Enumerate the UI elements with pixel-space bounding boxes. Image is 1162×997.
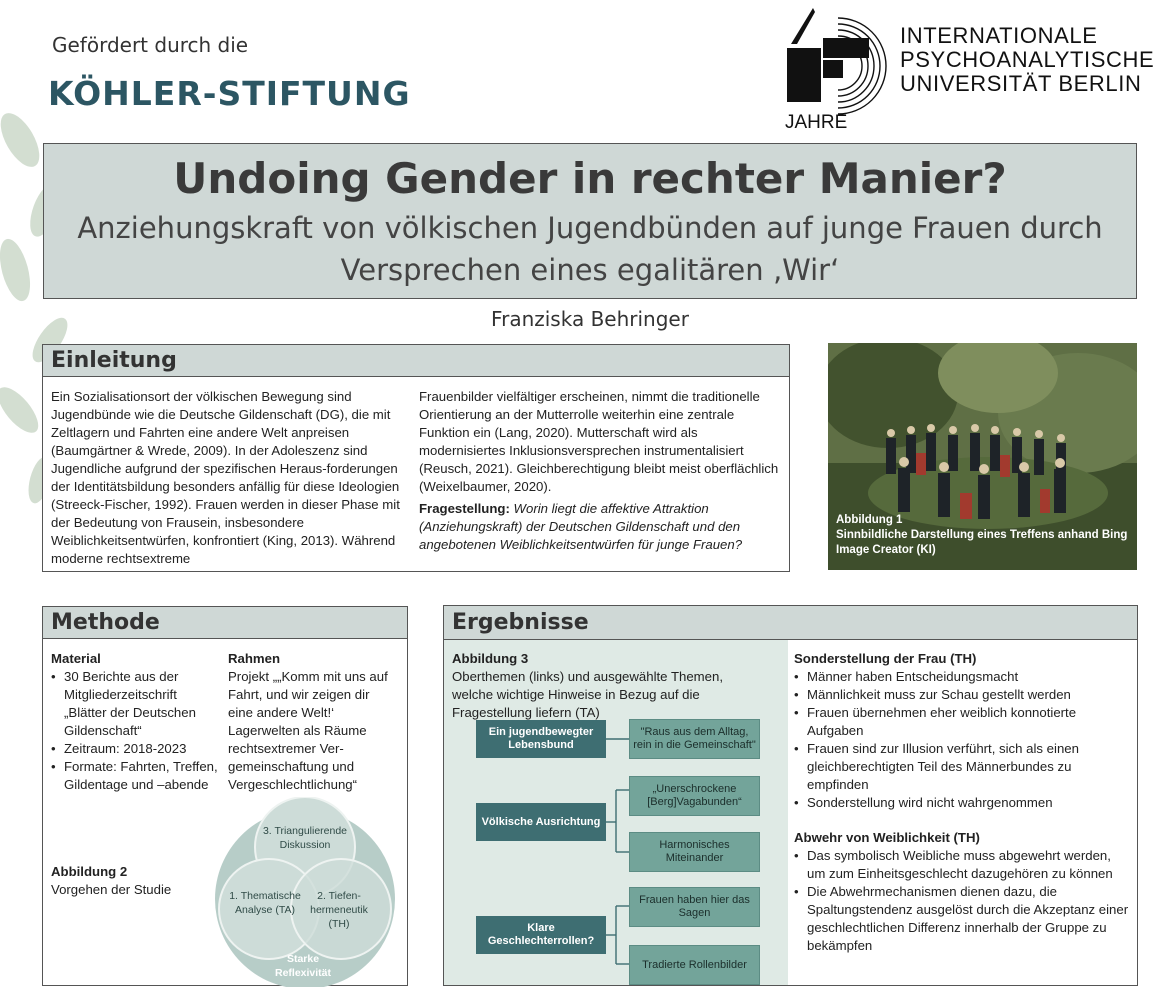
frame-text: Projekt „„Komm mit uns auf Fahrt, und wir zeigen dir eine andere Welt!‘ Lagerwelten als Räume rechtsextremer Ver-gemeinschaftung und Vergeschlechtlichung“ [228,669,388,792]
finding-1-item: • Männer haben Entscheidungsmacht [807,668,1129,686]
university-line-2: PSYCHOANALYTISCHE [900,47,1155,72]
findings-text [794,650,1129,955]
material-item: • Zeitraum: 2018-2023 [64,740,221,758]
intro-heading: Einleitung [43,345,789,377]
theme-main-3: Klare Geschlechterrollen? [476,916,606,954]
frame-label: Rahmen [228,651,281,666]
author-name: Franziska Behringer [491,307,689,331]
finding-2-title: Abwehr von Weiblichkeit (TH) [794,830,980,845]
figure1-photo [828,343,1137,570]
sponsor-logo: KÖHLER-STIFTUNG [48,74,411,113]
venn-label-bottom: Starke Reflexivität [274,953,332,979]
finding-1-item: • Sonderstellung wird nicht wahrgenommen [807,794,1129,812]
material-block [51,650,221,794]
results-figure-panel [444,640,788,985]
material-label: Material [51,651,101,666]
finding-1-item: • Frauen sind zur Illusion verführt, sich als einen gleichberechtigten Teil des Männerbundes zu empfinden [807,740,1129,794]
intro-text-col2-body: Frauenbilder vielfältiger erscheinen, nimmt die traditionelle Orientierung an der Mutterrolle weiterhin eine zentrale Funktion ein (Lang, 2020). Mutterschaft wird als modernisiertes Inklusionsversprechen instrumentalisiert (Reusch, 2021). Gleichberechtigung bleibt meist oberflächlich (Weixelbaumer, 2020). [419,389,779,494]
sponsor-intro: Gefördert durch die [52,33,249,57]
theme-sub-2-2: Harmonisches Miteinander [629,832,760,872]
title-banner [43,143,1137,299]
figure1-caption [836,513,1137,558]
anniversary-logo [783,4,893,130]
university-line-1: INTERNATIONALE [900,23,1098,48]
logo-word: JAHRE [785,112,848,130]
figure1-label: Abbildung 1 [836,514,903,526]
finding-2-item: • Die Abwehrmechanismen dienen dazu, die Spaltungstendenz ausgelöst durch die Akzeptanz einer geschlechtlichen Differenz innerhalb der Gruppe zu bekämpfen [807,883,1129,955]
finding-1-item: • Männlichkeit muss zur Schau gestellt werden [807,686,1129,704]
poster-title: Undoing Gender in rechter Manier? [173,154,1007,203]
method-section [42,606,408,986]
venn-label-top: 3. Triangulierende Diskussion [262,825,348,851]
poster-subtitle [44,207,1136,291]
university-line-3: UNIVERSITÄT BERLIN [900,71,1142,96]
subtitle-line-1: Anziehungskraft von völkischen Jugendbünden auf junge Frauen durch [77,211,1103,245]
results-section [443,605,1138,986]
figure2-label: Abbildung 2 [51,864,128,879]
research-question-text: Worin liegt die affektive Attraktion (Anziehungskraft) der Deutschen Gildenschaft und den angebotenen Weiblichkeitsentwürfen für junge Frauen? [419,501,743,552]
figure1-caption-text: Sinnbildliche Darstellung eines Treffens anhand Bing Image Creator (KI) [836,529,1128,556]
frame-block [228,650,398,794]
theme-sub-1-1: "Raus aus dem Alltag, rein in die Gemeinschaft" [629,719,760,759]
intro-text-col2 [419,388,781,554]
material-list [51,668,221,794]
finding-2-item: • Das symbolisch Weibliche muss abgewehrt werden, um zum Einheitsgeschlecht dazugehören zu können [807,847,1129,883]
results-findings-panel [788,640,1137,985]
theme-sub-3-2: Tradierte Rollenbilder [629,945,760,985]
venn-label-left: 1. Thematische Analyse (TA) [229,890,301,916]
method-heading: Methode [43,607,407,639]
figure3-caption-text: Oberthemen (links) und ausgewählte Themen, welche wichtige Hinweise in Bezug auf die Fragestellung liefern (TA) [452,669,723,720]
subtitle-line-2: Versprechen eines egalitären ‚Wir‘ [340,253,840,287]
material-item: • Formate: Fahrten, Treffen, Gildentage und –abende [64,758,221,794]
finding-1-list [794,668,1129,812]
research-question-label: Fragestellung: [419,501,510,516]
theme-main-2: Völkische Ausrichtung [476,803,606,841]
intro-text-col1: Ein Sozialisationsort der völkischen Bewegung sind Jugendbünde wie die Deutsche Gildenschaft (DG), die mit Zeltlagern und Fahrten eine andere Welt anpreisen (Baumgärtner & Wrede, 2009). In der Adoleszenz sind Jugendliche aufgrund der spezifischen Heraus-forderungen der Identitätsbildung besonders anfällig für diese Ideologien (Streeck-Fischer, 1992). Frauen werden in dieser Phase mit der Bedeutung von Frausein, insbesondere Weiblichkeitsentwürfen, konfrontiert (King, 2013). Während moderne rechtsextreme [51,389,400,566]
finding-1-item: • Frauen übernehmen eher weiblich konnotierte Aufgaben [807,704,1129,740]
theme-main-1: Ein jugendbewegter Lebensbund [476,720,606,758]
theme-sub-2-1: „Unerschrockene [Berg]Vagabunden“ [629,776,760,816]
finding-1-title: Sonderstellung der Frau (TH) [794,651,977,666]
theme-sub-3-1: Frauen haben hier das Sagen [629,887,760,927]
results-heading: Ergebnisse [444,606,1137,640]
intro-section [42,344,790,572]
material-item: • 30 Berichte aus der Mitgliederzeitschrift „Blätter der Deutschen Gildenschaft“ [64,668,221,740]
research-question [419,500,781,554]
venn-label-right: 2. Tiefen-hermeneutik (TH) [310,890,368,930]
figure2-caption-text: Vorgehen der Studie [51,882,172,897]
finding-2-list [794,847,1129,955]
figure2-caption [51,863,201,899]
figure3-label: Abbildung 3 [452,651,529,666]
university-name [900,24,1154,96]
